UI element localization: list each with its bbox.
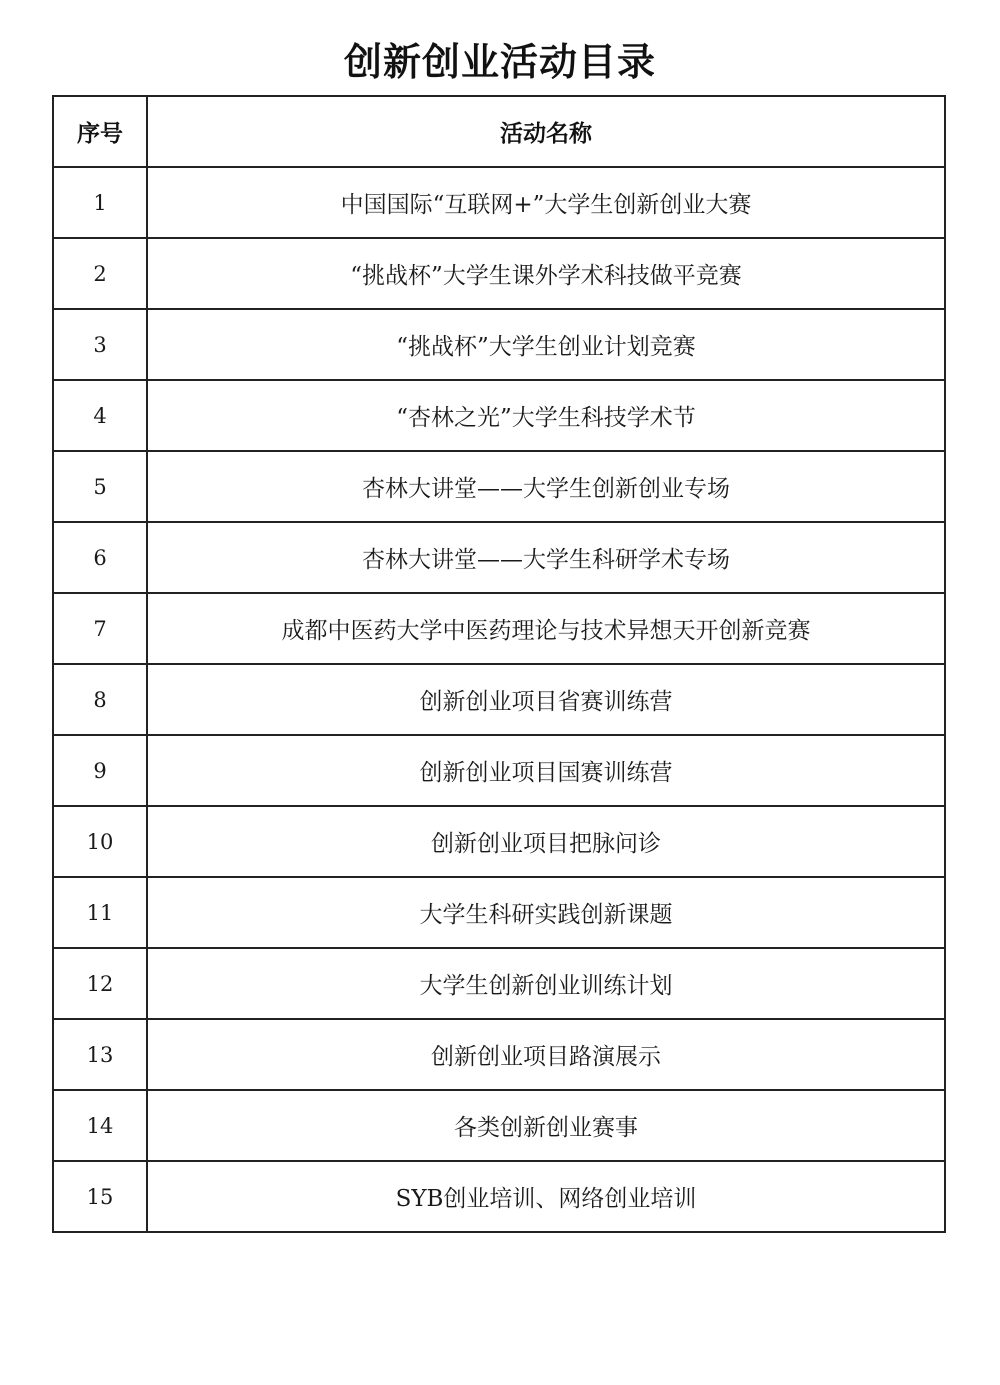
table-row: [53, 1161, 945, 1232]
table-row: [53, 664, 945, 735]
header-serial-number: 序号: [53, 96, 147, 167]
activity-table: [52, 95, 946, 1233]
page-title: 创新创业活动目录: [343, 40, 656, 84]
activity-name-cell: SYB创业培训、网络创业培训: [147, 1161, 945, 1232]
table-row: [53, 238, 945, 309]
table-header-row: [53, 96, 945, 167]
table-row: [53, 877, 945, 948]
header-activity-name: 活动名称: [147, 96, 945, 167]
serial-number-cell: 3: [53, 309, 147, 380]
activity-name-cell: “杏林之光”大学生科技学术节: [147, 380, 945, 451]
activity-name-cell: 成都中医药大学中医药理论与技术异想天开创新竞赛: [147, 593, 945, 664]
activity-name-cell: 创新创业项目路演展示: [147, 1019, 945, 1090]
activity-name-cell: 创新创业项目省赛训练营: [147, 664, 945, 735]
table-row: [53, 451, 945, 522]
serial-number-cell: 6: [53, 522, 147, 593]
serial-number-cell: 1: [53, 167, 147, 238]
serial-number-cell: 5: [53, 451, 147, 522]
serial-number-cell: 14: [53, 1090, 147, 1161]
table-row: [53, 1019, 945, 1090]
table-row: [53, 948, 945, 1019]
table-row: [53, 167, 945, 238]
activity-name-cell: 创新创业项目国赛训练营: [147, 735, 945, 806]
activity-name-cell: 大学生创新创业训练计划: [147, 948, 945, 1019]
activity-name-cell: 中国国际“互联网+”大学生创新创业大赛: [147, 167, 945, 238]
table-row: [53, 1090, 945, 1161]
table-row: [53, 309, 945, 380]
serial-number-cell: 10: [53, 806, 147, 877]
serial-number-cell: 15: [53, 1161, 147, 1232]
activity-name-cell: 杏林大讲堂——大学生创新创业专场: [147, 451, 945, 522]
activity-name-cell: “挑战杯”大学生课外学术科技做平竞赛: [147, 238, 945, 309]
activity-name-cell: 创新创业项目把脉问诊: [147, 806, 945, 877]
serial-number-cell: 7: [53, 593, 147, 664]
serial-number-cell: 11: [53, 877, 147, 948]
table-row: [53, 522, 945, 593]
serial-number-cell: 13: [53, 1019, 147, 1090]
activity-name-cell: 杏林大讲堂——大学生科研学术专场: [147, 522, 945, 593]
serial-number-cell: 12: [53, 948, 147, 1019]
table-row: [53, 735, 945, 806]
table-row: [53, 593, 945, 664]
activity-name-cell: “挑战杯”大学生创业计划竞赛: [147, 309, 945, 380]
serial-number-cell: 8: [53, 664, 147, 735]
serial-number-cell: 4: [53, 380, 147, 451]
activity-name-cell: 各类创新创业赛事: [147, 1090, 945, 1161]
serial-number-cell: 2: [53, 238, 147, 309]
table-row: [53, 806, 945, 877]
table-row: [53, 380, 945, 451]
activity-name-cell: 大学生科研实践创新课题: [147, 877, 945, 948]
serial-number-cell: 9: [53, 735, 147, 806]
